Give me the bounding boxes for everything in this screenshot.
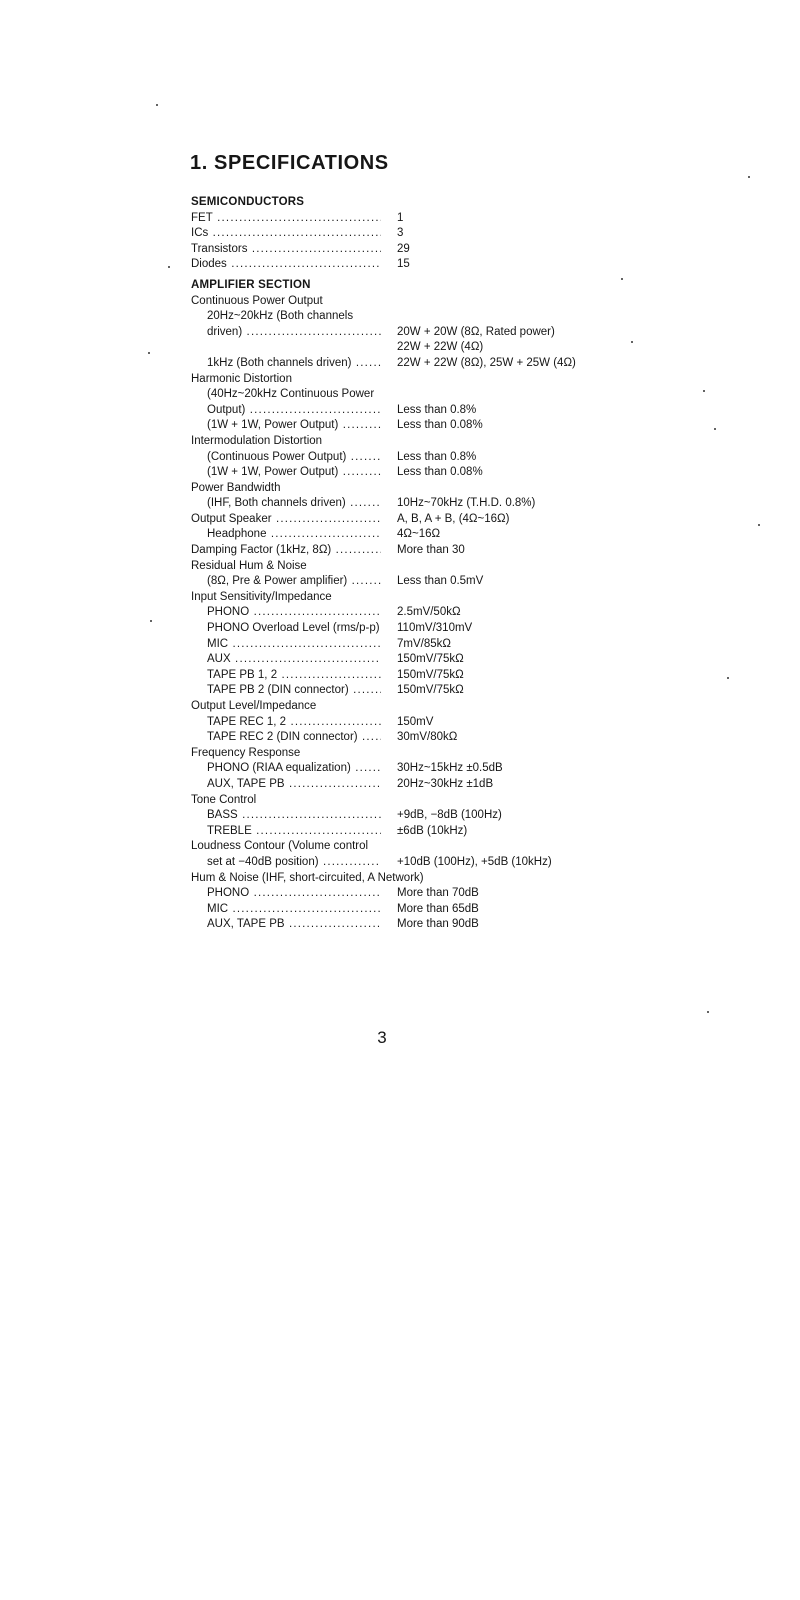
spec-value: 30mV/80kΩ	[397, 731, 458, 744]
spec-row	[191, 527, 611, 543]
spec-label: TAPE PB 1, 2 .....	[207, 668, 381, 684]
scan-speck	[168, 266, 170, 268]
spec-label: MIC .....	[207, 637, 381, 653]
spec-label: (1W + 1W, Power Output) .....	[207, 465, 381, 481]
spec-label: Output) .....	[207, 403, 381, 419]
spec-row	[191, 652, 611, 668]
spec-row	[191, 793, 611, 809]
spec-label: ICs .....	[191, 226, 381, 242]
spec-label: (Continuous Power Output) .....	[207, 450, 381, 466]
scan-speck	[150, 620, 152, 622]
spec-label: Diodes .....	[191, 257, 381, 273]
spec-row	[191, 824, 611, 840]
spec-row	[191, 559, 611, 575]
spec-value: A, B, A + B, (4Ω~16Ω)	[397, 512, 510, 525]
scan-speck	[714, 428, 716, 430]
scan-speck	[727, 677, 729, 679]
scan-speck	[707, 1011, 709, 1013]
spec-value: ±6dB (10kHz)	[397, 824, 468, 837]
spec-row	[191, 450, 611, 466]
spec-value: 20Hz~30kHz ±1dB	[397, 777, 494, 790]
spec-row	[191, 777, 611, 793]
spec-value: 7mV/85kΩ	[397, 637, 451, 650]
scan-speck	[156, 104, 158, 106]
spec-label: Power Bandwidth	[191, 481, 281, 494]
spec-row	[191, 387, 611, 403]
spec-value: 110mV/310mV	[397, 622, 473, 635]
spec-label: Tone Control	[191, 793, 257, 806]
spec-value: More than 30	[397, 544, 465, 557]
spec-row	[191, 372, 611, 388]
spec-row	[191, 902, 611, 918]
spec-row	[191, 496, 611, 512]
spec-value: Less than 0.08%	[397, 466, 483, 479]
spec-value: 29	[397, 242, 410, 255]
spec-label: Loudness Contour (Volume control	[191, 840, 369, 853]
spec-label: AUX, TAPE PB .....	[207, 917, 381, 933]
spec-row	[191, 699, 611, 715]
scan-speck	[703, 390, 705, 392]
spec-value: 15	[397, 258, 410, 271]
spec-value: 4Ω~16Ω	[397, 528, 441, 541]
spec-value: 1	[397, 211, 404, 224]
spec-label: TAPE PB 2 (DIN connector) .....	[207, 683, 381, 699]
spec-row	[191, 242, 611, 258]
spec-label: Hum & Noise (IHF, short-circuited, A Network)	[191, 871, 424, 884]
spec-label: Transistors .....	[191, 242, 381, 258]
spec-row	[191, 668, 611, 684]
spec-value: 3	[397, 227, 404, 240]
spec-label: Output Level/Impedance	[191, 700, 317, 712]
spec-value: 150mV/75kΩ	[397, 684, 464, 697]
spec-value: 150mV/75kΩ	[397, 653, 464, 666]
spec-label: AUX .....	[207, 652, 381, 668]
spec-row	[191, 434, 611, 450]
scan-speck	[631, 341, 633, 343]
spec-row	[191, 309, 611, 325]
spec-label: driven) .....	[207, 325, 381, 341]
spec-label: set at −40dB position) .....	[207, 855, 381, 871]
spec-row	[191, 465, 611, 481]
spec-value: +10dB (100Hz), +5dB (10kHz)	[397, 855, 552, 868]
page-number: 3	[377, 1028, 387, 1047]
spec-value: Less than 0.8%	[397, 403, 477, 416]
scan-speck	[148, 352, 150, 354]
specifications-list	[191, 195, 611, 933]
spec-row	[191, 730, 611, 746]
spec-label: PHONO .....	[207, 886, 381, 902]
spec-row	[191, 512, 611, 528]
scan-speck	[758, 524, 760, 526]
spec-label: Output Speaker .....	[191, 512, 381, 528]
spec-value: 150mV	[397, 715, 434, 728]
spec-label: PHONO Overload Level (rms/p-p)	[207, 622, 380, 635]
spec-row	[191, 605, 611, 621]
spec-label: Intermodulation Distortion	[191, 434, 323, 447]
spec-label: TREBLE .....	[207, 824, 381, 840]
spec-label: TAPE REC 1, 2 .....	[207, 715, 381, 731]
spec-value: 30Hz~15kHz ±0.5dB	[397, 762, 503, 775]
spec-row	[191, 621, 611, 637]
spec-row	[191, 637, 611, 653]
spec-row	[191, 839, 611, 855]
spec-label: (40Hz~20kHz Continuous Power	[207, 388, 375, 401]
spec-row	[191, 226, 611, 242]
spec-row	[191, 481, 611, 497]
spec-label: 20Hz~20kHz (Both channels	[207, 310, 354, 323]
spec-label: AUX, TAPE PB .....	[207, 777, 381, 793]
page-title: 1. SPECIFICATIONS	[190, 152, 389, 174]
spec-label: TAPE REC 2 (DIN connector) .....	[207, 730, 381, 746]
spec-value: +9dB, −8dB (100Hz)	[397, 809, 502, 822]
spec-row	[191, 294, 611, 310]
spec-row	[191, 746, 611, 762]
spec-row	[191, 886, 611, 902]
spec-value: 22W + 22W (8Ω), 25W + 25W (4Ω)	[397, 356, 576, 369]
spec-label: (1W + 1W, Power Output) .....	[207, 418, 381, 434]
spec-label: Headphone .....	[207, 527, 381, 543]
spec-label: Input Sensitivity/Impedance	[191, 590, 332, 603]
spec-value: 20W + 20W (8Ω, Rated power)	[397, 325, 555, 338]
scan-speck	[748, 176, 750, 178]
spec-value: Less than 0.5mV	[397, 575, 484, 588]
spec-value: Less than 0.08%	[397, 419, 483, 432]
spec-row	[191, 325, 611, 341]
spec-value: More than 90dB	[397, 918, 479, 931]
scan-speck	[621, 278, 623, 280]
spec-label: PHONO (RIAA equalization) .....	[207, 761, 381, 777]
spec-value: Less than 0.8%	[397, 450, 477, 463]
spec-label: Harmonic Distortion	[191, 372, 292, 385]
spec-label: BASS .....	[207, 808, 381, 824]
spec-label: PHONO .....	[207, 605, 381, 621]
spec-label: (8Ω, Pre & Power amplifier) .....	[207, 574, 381, 590]
spec-row	[191, 356, 611, 372]
spec-label: Damping Factor (1kHz, 8Ω) .....	[191, 543, 381, 559]
spec-label: Residual Hum & Noise	[191, 559, 307, 572]
spec-row	[191, 211, 611, 227]
spec-row	[191, 257, 611, 273]
spec-label: MIC .....	[207, 902, 381, 918]
spec-value: 150mV/75kΩ	[397, 668, 464, 681]
spec-value: 2.5mV/50kΩ	[397, 606, 461, 619]
spec-row	[191, 808, 611, 824]
spec-row	[191, 418, 611, 434]
spec-value: More than 65dB	[397, 902, 479, 915]
spec-row	[191, 761, 611, 777]
section-heading: AMPLIFIER SECTION	[191, 278, 311, 291]
section-heading: SEMICONDUCTORS	[191, 196, 305, 208]
spec-row	[191, 715, 611, 731]
spec-label: (IHF, Both channels driven) .....	[207, 496, 381, 512]
spec-label: Frequency Response	[191, 746, 301, 759]
spec-row	[191, 403, 611, 419]
spec-row	[191, 855, 611, 871]
spec-row	[191, 917, 611, 933]
spec-label: 1kHz (Both channels driven) .....	[207, 356, 381, 372]
spec-row	[191, 574, 611, 590]
spec-value: 22W + 22W (4Ω)	[397, 341, 484, 354]
spec-label: Continuous Power Output	[191, 294, 323, 307]
spec-value: More than 70dB	[397, 887, 479, 900]
spec-label: FET .....	[191, 211, 381, 227]
spec-value: 10Hz~70kHz (T.H.D. 0.8%)	[397, 497, 536, 510]
spec-row	[191, 683, 611, 699]
spec-row	[191, 340, 611, 356]
spec-row	[191, 543, 611, 559]
spec-row	[191, 871, 611, 887]
spec-row	[191, 590, 611, 606]
